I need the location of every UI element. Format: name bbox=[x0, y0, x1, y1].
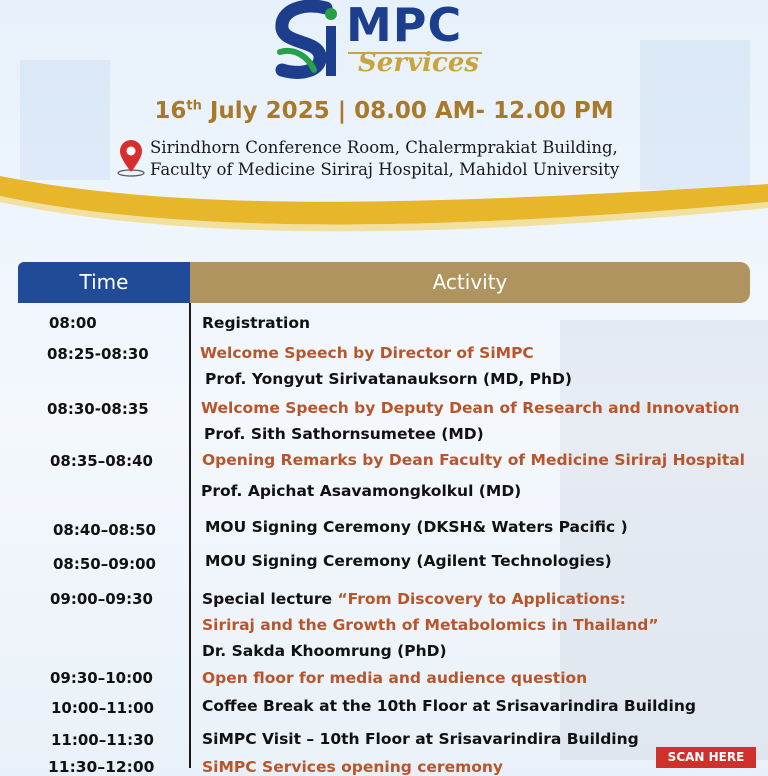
row-time: 08:35–08:40 bbox=[50, 452, 153, 470]
row-activity: Special lecture “From Discovery to Applications: bbox=[202, 590, 626, 608]
column-divider bbox=[189, 303, 191, 768]
row-activity-cont: Siriraj and the Growth of Metabolomics in Thailand” bbox=[202, 616, 659, 634]
venue-line-2: Faculty of Medicine Siriraj Hospital, Mahidol University bbox=[150, 160, 620, 179]
background-equipment bbox=[560, 320, 768, 760]
row-activity: Welcome Speech by Director of SiMPC bbox=[200, 344, 534, 362]
row-time: 08:40–08:50 bbox=[53, 521, 156, 539]
row-speaker: Dr. Sakda Khoomrung (PhD) bbox=[202, 642, 447, 660]
row-activity: Opening Remarks by Dean Faculty of Medicine Siriraj Hospital bbox=[202, 451, 745, 469]
decorative-wave bbox=[0, 168, 768, 240]
venue-line-1: Sirindhorn Conference Room, Chalermprakiat Building, bbox=[150, 138, 618, 157]
row-activity: Registration bbox=[202, 314, 311, 332]
row-time: 08:50–09:00 bbox=[53, 555, 156, 573]
row-time: 08:25-08:30 bbox=[47, 345, 149, 363]
row-speaker: Prof. Sith Sathornsumetee (MD) bbox=[204, 425, 484, 443]
row-time: 11:30–12:00 bbox=[48, 758, 155, 776]
row-activity: SiMPC Services opening ceremony bbox=[202, 758, 504, 776]
row-activity: MOU Signing Ceremony (Agilent Technologies) bbox=[205, 552, 612, 570]
row-activity: Welcome Speech by Deputy Dean of Research and Innovation bbox=[201, 399, 740, 417]
time-column-header: Time bbox=[18, 262, 190, 303]
row-activity: Coffee Break at the 10th Floor at Srisavarindira Building bbox=[202, 697, 696, 715]
row-time: 09:30–10:00 bbox=[50, 669, 153, 687]
row-activity: SiMPC Visit – 10th Floor at Srisavarindira Building bbox=[202, 730, 639, 748]
event-date: 16th July 2025 | 08.00 AM- 12.00 PM bbox=[154, 98, 614, 124]
row-speaker: Prof. Yongyut Sirivatanauksorn (MD, PhD) bbox=[205, 370, 573, 388]
row-time: 09:00–09:30 bbox=[50, 590, 153, 608]
simpc-logo bbox=[274, 0, 494, 84]
simpc-s-mark-icon bbox=[274, 0, 338, 80]
row-time: 08:30-08:35 bbox=[47, 400, 149, 418]
scan-here-badge: SCAN HERE bbox=[656, 747, 756, 768]
logo-brand-text: MPC bbox=[346, 0, 463, 52]
logo-services-text: Services bbox=[358, 48, 480, 78]
activity-column-header: Activity bbox=[190, 262, 750, 303]
row-activity: MOU Signing Ceremony (DKSH& Waters Pacific ) bbox=[205, 518, 628, 536]
row-time: 08:00 bbox=[49, 314, 97, 332]
row-time: 11:00–11:30 bbox=[51, 731, 154, 749]
row-activity: Open floor for media and audience question bbox=[202, 669, 588, 687]
row-time: 10:00–11:00 bbox=[51, 699, 154, 717]
row-speaker: Prof. Apichat Asavamongkolkul (MD) bbox=[201, 482, 522, 500]
